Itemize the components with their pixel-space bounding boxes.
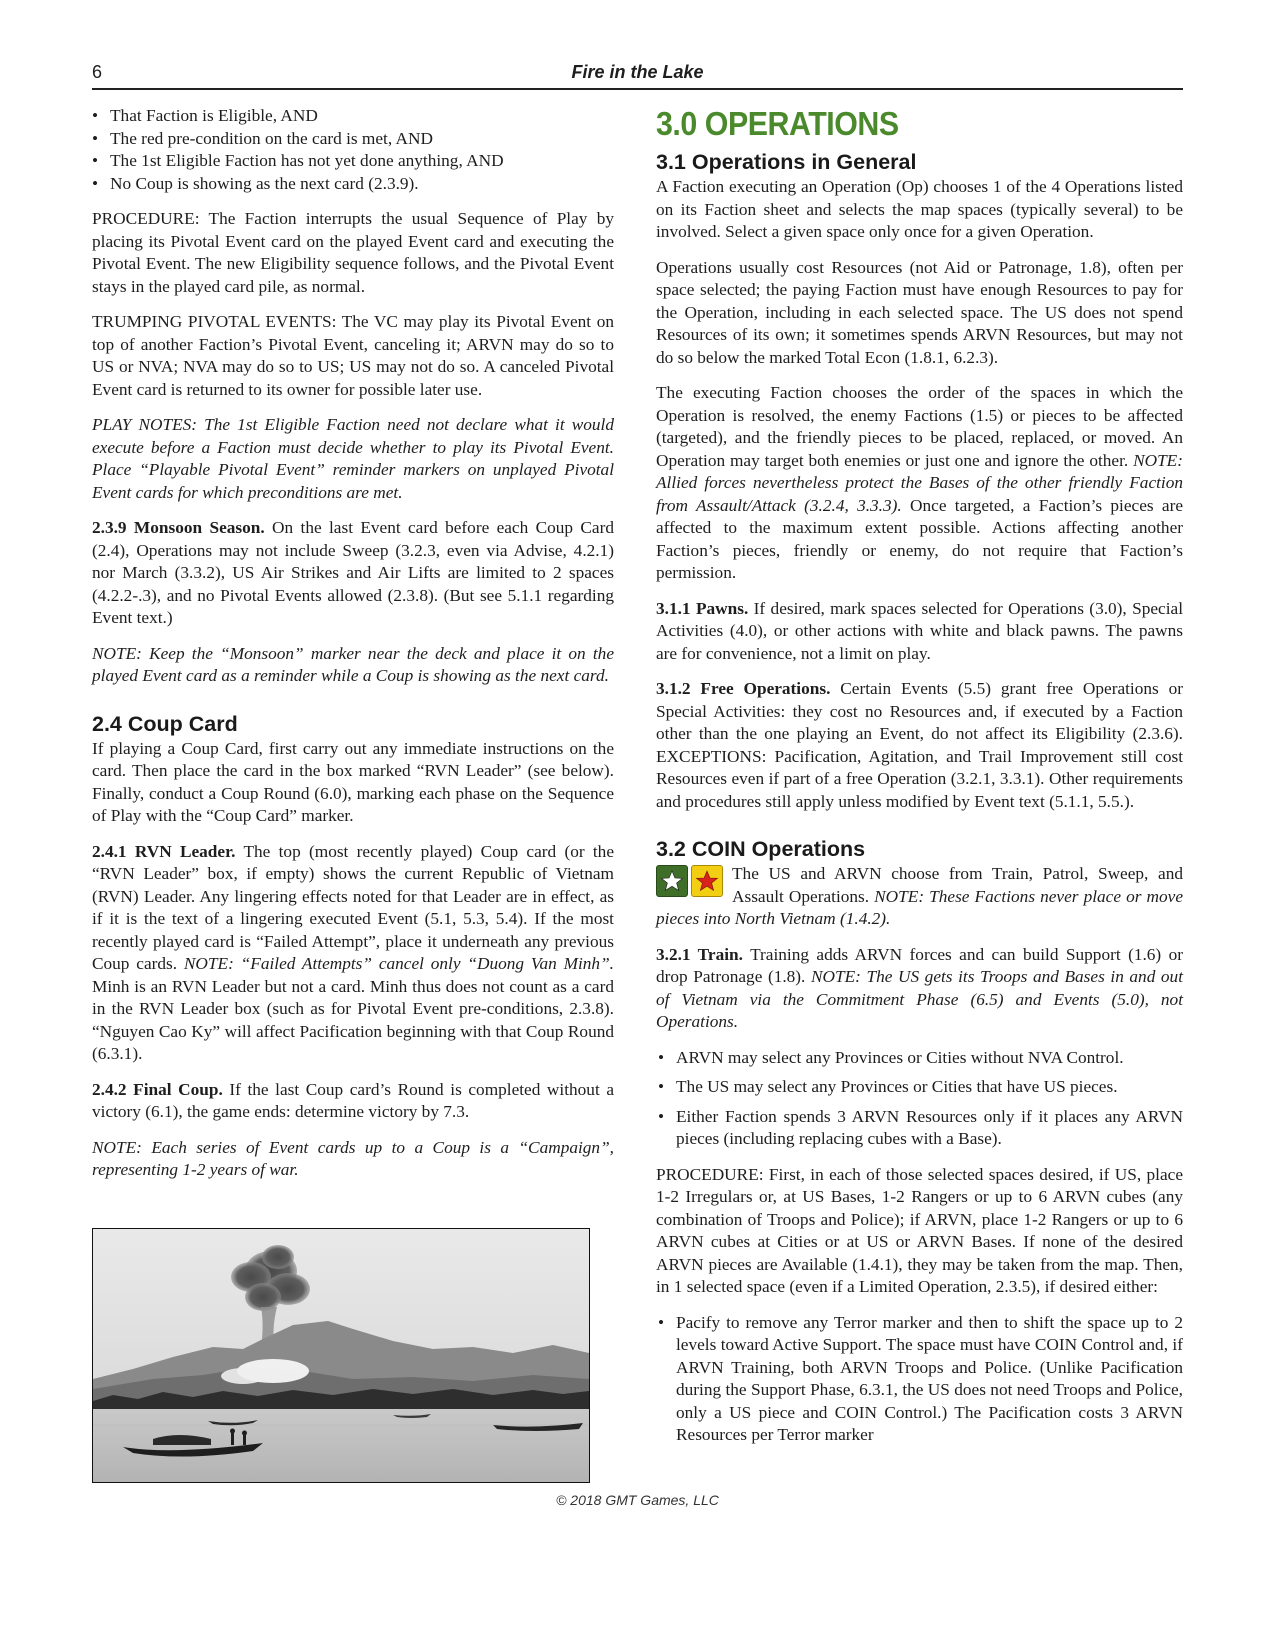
rule-text: If the last Coup card’s Round is completed without a victory (6.1), the game ends: determine victory by 7.3. bbox=[92, 1079, 614, 1121]
war-photograph bbox=[92, 1228, 590, 1483]
monsoon-season-rule bbox=[92, 517, 614, 630]
rule-heading: 3.2.1 Train. bbox=[656, 944, 743, 964]
page-number: 6 bbox=[92, 62, 103, 82]
list-item: • The US may select any Provinces or Cities that have US pieces. bbox=[656, 1076, 1183, 1099]
rule-heading: 2.3.9 Monsoon Season. bbox=[92, 518, 265, 537]
monsoon-note: NOTE: Keep the “Monsoon” marker near the deck and place it on the played Event card as a reminder while a Coup is showing as the next card. bbox=[92, 643, 614, 685]
list-item: • Either Faction spends 3 ARVN Resources only if it places any ARVN pieces (including replacing cubes with a Base). bbox=[656, 1106, 1183, 1151]
coin-operations-text bbox=[656, 863, 1183, 931]
rule-note: NOTE: These Factions never place or move pieces into North Vietnam (1.4.2). bbox=[656, 886, 1183, 928]
rule-text: Once targeted, a Faction’s pieces are affected to the maximum extent possible. Actions affecting another Faction’s pieces, friendly or enemy, do not require that Faction’s permission. bbox=[656, 495, 1183, 582]
rule-note: NOTE: Allied forces nevertheless protect the Bases of the other friendly Faction from Assault/Attack (3.2.4, 3.3.3). bbox=[656, 450, 1183, 515]
campaign-note: NOTE: Each series of Event cards up to a Coup is a “Campaign”, representing 1-2 years of war. bbox=[92, 1137, 614, 1179]
rule-note: NOTE: “Failed Attempts” cancel only “Duong Van Minh”. bbox=[183, 954, 614, 973]
rule-heading: 2.4.2 Final Coup. bbox=[92, 1079, 223, 1099]
pivotal-procedure: PROCEDURE: The Faction interrupts the usual Sequence of Play by placing its Pivotal Event card on the played Event card and executing the Pivotal Event. The new Eligibility sequence follows, and the Pivotal Event stays in the played card pile, as normal. bbox=[92, 209, 614, 296]
rule-text: The top (most recently played) Coup card (or the “RVN Leader” box, if empty) shows the current Republic of Vietnam (RVN) Leader. Any lingering effects noted for that Leader are in effect, as if it is the text of a lingering executed Event (5.1, 5.3, 5.4). If the most recently played card is “Failed Attempt”, place it underneath any previous Coup cards. bbox=[92, 841, 614, 973]
page-header bbox=[92, 60, 1183, 90]
rule-text: If desired, mark spaces selected for Operations (3.0), Special Activities (4.0), or other actions with white and black pawns. The pawns are for convenience, not a limit on play. bbox=[656, 598, 1183, 663]
rule-heading: 3.1.2 Free Operations. bbox=[656, 679, 831, 698]
white-star-icon bbox=[656, 865, 688, 897]
red-star-icon bbox=[691, 865, 723, 897]
final-coup-rule bbox=[92, 1079, 614, 1124]
rule-text: The US and ARVN choose from Train, Patrol, Sweep, and Assault Operations. bbox=[732, 864, 1183, 906]
rule-heading: 3.1.1 Pawns. bbox=[656, 598, 749, 618]
list-item: • Pacify to remove any Terror marker and then to shift the space up to 2 levels toward Active Support. The space must have COIN Control and, if ARVN Training, both ARVN Troops and Police. (Unlike Pacification during the Support Phase, 6.3.1, the US does not need Troops and Police, only a US piece and COIN Control.) The Pacification costs 3 ARVN Resources per Terror marker bbox=[656, 1312, 1183, 1447]
free-operations-rule bbox=[656, 678, 1183, 813]
pivotal-conditions-list bbox=[92, 105, 614, 195]
coup-card-text: If playing a Coup Card, first carry out any immediate instructions on the card. Then place the card in the box marked “RVN Leader” (see below). Finally, conduct a Coup Round (6.0), marking each phase on the Sequence of Play with the “Coup Card” marker. bbox=[92, 738, 614, 825]
operations-general-text: A Faction executing an Operation (Op) chooses 1 of the 4 Operations listed on its Faction sheet and selects the map spaces (typically several) to be involved. Select a given space only once for a given Operation. bbox=[656, 177, 1183, 241]
photo-image bbox=[93, 1229, 589, 1482]
play-notes: PLAY NOTES: The 1st Eligible Faction need not declare what it would execute before a Faction must decide whether to play its Pivotal Event. Place “Playable Pivotal Event” reminder markers on unplayed Pivotal Event cards for which preconditions are met. bbox=[92, 415, 614, 502]
train-rule bbox=[656, 944, 1183, 1034]
faction-icons bbox=[656, 865, 732, 905]
operations-cost-text: Operations usually cost Resources (not Aid or Patronage, 1.8), often per space selected; the paying Faction must have enough Resources to pay for the Operation, including in each selected space. The US does not spend Resources of its own; it sometimes spends ARVN Resources, but may not do so below the marked Total Econ (1.8.1, 6.2.3). bbox=[656, 257, 1183, 367]
rule-text: Certain Events (5.5) grant free Operations or Special Activities: they cost no Resources and, if executed by a Faction other than the one playing an Event, do not affect its Eligibility (2.3.6). EXCEPTIONS: Pacification, Agitation, and Trail Improvement still cost Resources even if part of a free Operation (3.2.1, 3.3.1). Other requirements and procedures still apply unless modified by Event text (5.1.1, 5.5.). bbox=[656, 679, 1183, 811]
rule-text: On the last Event card before each Coup Card (2.4), Operations may not include Sweep (3.2.3, even via Advise, 4.2.1) nor March (3.3.2), US Air Strikes and Air Lifts are limited to 2 spaces (4.2.2-.3), and no Pivotal Events allowed (2.3.8). (But see 5.1.1 regarding Event text.) bbox=[92, 518, 615, 627]
pawns-rule bbox=[656, 598, 1183, 666]
operations-order-text bbox=[656, 382, 1183, 585]
rule-text: The executing Faction chooses the order of the spaces in which the Operation is resolved, the enemy Factions (1.5) or pieces to be affected (targeted), and the friendly pieces to be placed, replaced, or moved. An Operation may target both enemies or just one and ignore the other. bbox=[656, 383, 1183, 470]
list-item: • The 1st Eligible Faction has not yet done anything, AND bbox=[92, 150, 614, 173]
train-procedure: PROCEDURE: First, in each of those selected spaces desired, if US, place 1-2 Irregulars or, at US Bases, 1-2 Rangers or up to 6 ARVN cubes (any combination of Troops and Police); if ARVN, place 1-2 Rangers or up to 6 ARVN cubes at Cities or at US or ARVN Bases. If none of the desired ARVN pieces are Available (1.4.1), they may be taken from the map. Then, in 1 selected space (even if a Limited Operation, 2.3.5), if desired either: bbox=[656, 1164, 1183, 1296]
rvn-leader-rule bbox=[92, 841, 614, 1066]
section-heading-coin-operations: 3.2 COIN Operations bbox=[656, 837, 866, 861]
list-item: • No Coup is showing as the next card (2.3.9). bbox=[92, 173, 614, 196]
right-column bbox=[656, 105, 1183, 1460]
rule-text: Minh is an RVN Leader but not a card. Minh thus does not count as a card in the RVN Leader box (such as for Pivotal Event pre-conditions, 2.3.8). “Nguyen Cao Ky” will affect Pacification beginning with that Coup Round (6.3.1). bbox=[92, 976, 614, 1063]
copyright-footer: © 2018 GMT Games, LLC bbox=[556, 1492, 719, 1508]
section-heading-coup-card: 2.4 Coup Card bbox=[92, 711, 238, 736]
trumping-pivotal-events: TRUMPING PIVOTAL EVENTS: The VC may play its Pivotal Event on top of another Faction’s Pivotal Event, canceling it; ARVN may do so to US or NVA; NVA may do so to US; US may not do so. A canceled Pivotal Event card is returned to its owner for possible later use. bbox=[92, 312, 614, 399]
left-column bbox=[92, 105, 614, 1195]
rule-text: Training adds ARVN forces and can build Support (1.6) or drop Patronage (1.8). bbox=[656, 944, 1183, 986]
rule-heading: 2.4.1 RVN Leader. bbox=[92, 841, 236, 861]
train-conditions-list bbox=[656, 1047, 1183, 1151]
list-item: • ARVN may select any Provinces or Cities without NVA Control. bbox=[656, 1047, 1183, 1070]
list-item: • The red pre-condition on the card is met, AND bbox=[92, 128, 614, 151]
pacify-list bbox=[656, 1312, 1183, 1447]
list-item: • That Faction is Eligible, AND bbox=[92, 105, 614, 128]
running-title: Fire in the Lake bbox=[571, 62, 704, 82]
rule-note: NOTE: The US gets its Troops and Bases in and out of Vietnam via the Commitment Phase (6.5) and Events (5.0), not Operations. bbox=[656, 967, 1184, 1031]
section-heading-operations-general: 3.1 Operations in General bbox=[656, 150, 917, 174]
chapter-heading: 3.0 OPERATIONS bbox=[656, 105, 899, 142]
